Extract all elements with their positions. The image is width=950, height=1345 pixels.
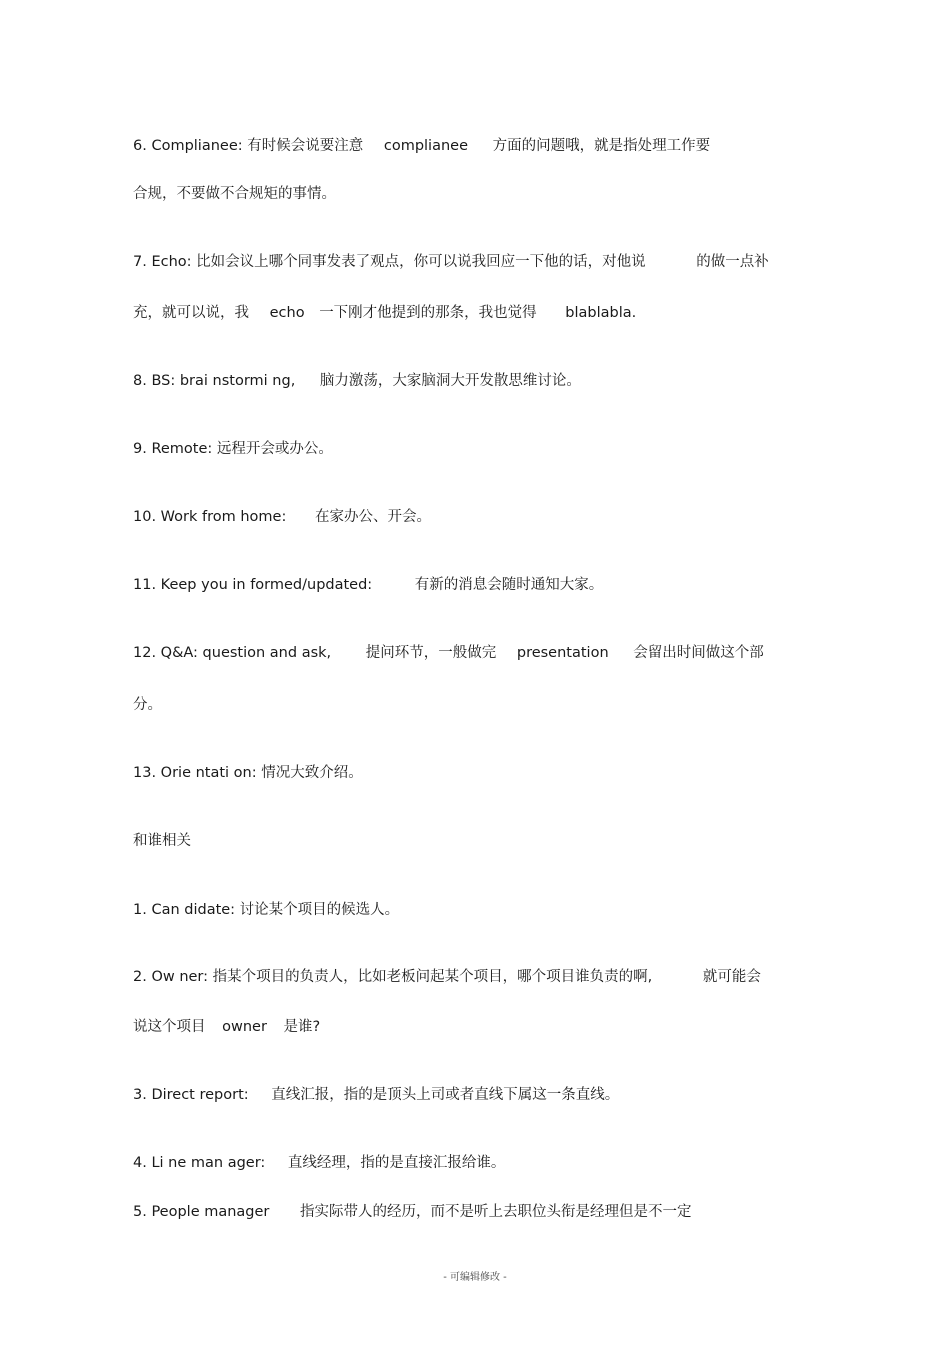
line-text: 充，就可以说，我 [133, 305, 249, 321]
line-text: 是谁? [283, 1019, 321, 1035]
line-text: complianee [383, 138, 469, 154]
doc-line-6 [133, 136, 710, 156]
doc-line-12-cont [133, 695, 162, 715]
line-text: 3. Direct report: [133, 1087, 249, 1103]
line-text: 12. Q&A: question and ask, [133, 645, 332, 661]
line-text: 会留出时间做这个部 [633, 645, 764, 661]
line-text: 8. BS: brai nstormi ng, [133, 373, 296, 389]
doc-line-r2-cont [133, 1017, 320, 1037]
line-text: 1. Can didate: 讨论某个项目的候选人。 [133, 902, 400, 918]
line-text: 和谁相关 [133, 833, 191, 849]
doc-line-7-cont [133, 303, 636, 323]
line-text: 脑力激荡，大家脑洞大开发散思维讨论。 [319, 373, 581, 389]
doc-line-9 [133, 439, 333, 459]
line-text: 13. Orie ntati on: 情况大致介绍。 [133, 765, 363, 781]
doc-line-6-cont [133, 184, 336, 204]
doc-line-r3 [133, 1085, 619, 1105]
section-heading [133, 831, 191, 851]
line-text: 就可能会 [702, 969, 761, 985]
doc-line-r2 [133, 967, 761, 987]
line-text: 10. Work from home: [133, 509, 287, 525]
line-text: 4. Li ne man ager: [133, 1155, 266, 1171]
line-text: 有新的消息会随时通知大家。 [414, 577, 604, 593]
line-text: 11. Keep you in formed/updated: [133, 577, 373, 593]
line-text: 合规，不要做不合规矩的事情。 [133, 186, 336, 202]
doc-line-12 [133, 643, 764, 663]
line-text: 6. Complianee: 有时候会说要注意 [133, 138, 364, 154]
doc-line-r1 [133, 900, 399, 920]
line-text: 直线经理，指的是直接汇报给谁。 [287, 1155, 506, 1171]
line-text: 提问环节，一般做完 [365, 645, 497, 661]
line-text: 指实际带人的经历，而不是听上去职位头衔是经理但是不一定 [300, 1204, 692, 1220]
line-text: 9. Remote: 远程开会或办公。 [133, 441, 333, 457]
doc-line-r4 [133, 1153, 505, 1173]
line-text: 直线汇报，指的是顶头上司或者直线下属这一条直线。 [271, 1087, 620, 1103]
line-text: echo [269, 305, 305, 321]
line-text: owner [222, 1019, 267, 1035]
line-text: blablabla. [565, 305, 637, 321]
doc-line-8 [133, 371, 581, 391]
line-text: 2. Ow ner: 指某个项目的负责人，比如老板问起某个项目，哪个项目谁负责的啊, [133, 969, 653, 985]
line-text: 方面的问题哦，就是指处理工作要 [492, 138, 711, 154]
doc-line-10 [133, 507, 431, 527]
line-text: 说这个项目 [133, 1019, 206, 1035]
line-text: 一下刚才他提到的那条，我也觉得 [319, 305, 537, 321]
doc-line-r5 [133, 1202, 692, 1222]
doc-line-11 [133, 575, 603, 595]
line-text: 在家办公、开会。 [314, 509, 431, 525]
line-text: 5. People manager [133, 1204, 270, 1220]
page-footer: - 可编辑修改 - [443, 1272, 507, 1283]
line-text: presentation [516, 645, 609, 661]
line-text: 的做一点补 [696, 254, 769, 270]
line-text: 分。 [133, 697, 162, 713]
line-text: 7. Echo: 比如会议上哪个同事发表了观点，你可以说我回应一下他的话，对他说 [133, 254, 646, 270]
doc-line-7 [133, 252, 769, 272]
doc-line-13 [133, 763, 363, 783]
